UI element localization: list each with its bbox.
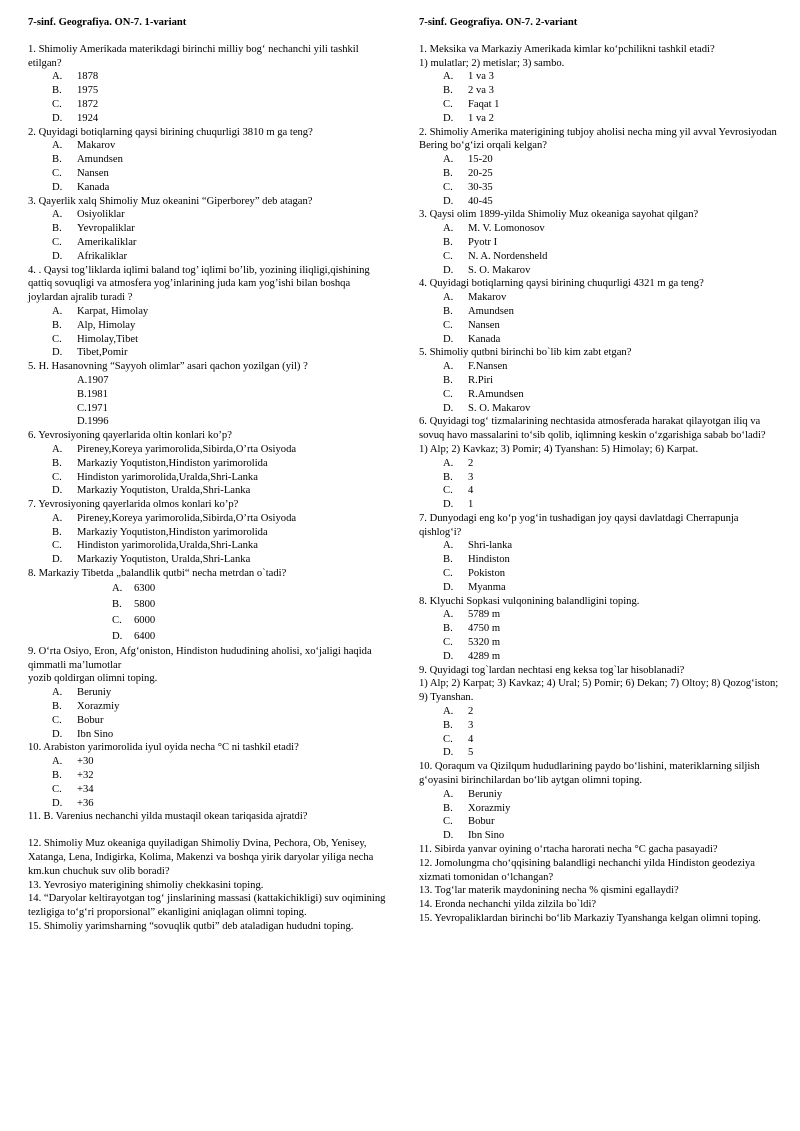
option-d: D. Tibet,Pomir — [52, 347, 128, 359]
option-d: D. Markaziy Yoqutiston, Uralda,Shri-Lanka — [52, 485, 251, 497]
question-6: 6. Quyidagi tog‘ tizmalarining nechtasida atmosferada harakat qilayotgan iliq va sovuq havo massalarini to‘sib qolib, iqlimning keskin o‘zgarishiga sabab bo‘ladi? 1) Alp; 2) Kavkaz; 3) Pomir; 4) Tyanshan: 5) Himolay; 6) Karpat. A. 2 B. 3 C. 4 D. 1 — [419, 415, 779, 512]
question-1: 1. Shimoliy Amerikada materikdagi birinchi milliy bog‘ nechanchi yili tashkil etilgan? A. 1878 B. 1975 C. 1872 D. 1924 — [28, 43, 388, 126]
option-d: D. Ibn Sino — [443, 830, 505, 842]
option-d: D. 1924 — [52, 112, 99, 124]
option-c: C.1971 — [77, 402, 108, 414]
option-a: A. Beruniy — [52, 687, 112, 699]
question-12: 12. Jomolungma cho‘qqisining balandligi nechanchi yilda Hindiston geodeziya xizmati tomonidan o‘lchangan? — [419, 857, 755, 883]
question-2: 2. Shimoliy Amerika materigining tubjoy aholisi necha ming yil avval Yevrosiyodan Bering bo‘g‘izi orqali kelgan? A. 15-20 B. 20-25 C. 30-35 D. 40-45 — [419, 126, 779, 209]
option-c: C. Pokiston — [443, 568, 506, 580]
option-c: C. 4 — [443, 485, 474, 497]
option-c: C. N. A. Nordensheld — [443, 250, 548, 262]
question-14: 14. “Daryolar keltirayotgan tog‘ jinslarining massasi (kattakichikligi) suv oqimining tezligiga to‘g‘ri proporsional” ekanligini aniqlagan olimni toping. — [28, 893, 386, 919]
question-9: 9. O‘rta Osiyo, Eron, Afg‘oniston, Hindiston hududining aholisi, xo‘jaligi haqida qimmatli ma’lumotlar yozib qoldirgan olimni toping. A. Beruniy B. Xorazmiy C. Bobur D. Ibn Sino — [28, 645, 388, 742]
option-a: A. 1 va 3 — [443, 71, 494, 83]
option-a: A. Makarov — [443, 292, 507, 304]
option-a: A. Shri-lanka — [443, 540, 513, 552]
option-a: A. M. V. Lomonosov — [443, 223, 545, 235]
option-d: D. Kanada — [52, 181, 110, 193]
question-15: 15. Yevropaliklardan birinchi bo‘lib Markaziy Tyanshanga kelgan olimni toping. — [419, 913, 761, 924]
option-a: A. 5789 m — [443, 609, 501, 621]
option-c: C. 1872 — [52, 98, 99, 110]
option-c: C. R.Amundsen — [443, 388, 524, 400]
option-a: A. Osiyoliklar — [52, 209, 125, 221]
option-b: B. Yevropaliklar — [52, 223, 135, 235]
variant-2-title: 7-sinf. Geografiya. ON-7. 2-variant — [419, 17, 578, 28]
question-13: 13. Yevrosiyo materigining shimoliy chekkasini toping. — [28, 879, 264, 891]
option-c: C. 6000 — [112, 614, 156, 626]
option-d: D. Ibn Sino — [52, 728, 114, 740]
question-8: 8. Markaziy Tibetda „balandlik qutbi“ necha metrdan o`tadi? A. 6300 B. 5800 C. 6000 D. 6400 — [28, 567, 388, 645]
question-4: 4. Quyidagi botiqlarning qaysi birining chuqurligi 4321 m ga teng? A. Makarov B. Amundsen C. Nansen D. Kanada — [419, 277, 779, 346]
question-6: 6. Yevrosiyoning qayerlarida oltin konlari ko’p? A. Pireney,Koreya yarimorolida,Sibirda,O’rta Osiyoda B. Markaziy Yoqutiston,Hindiston yarimorolida C. Hindiston yarimorolida,Uralda,Shri-Lanka D. Markaziy Yoqutiston, Uralda,Shri-Lanka — [28, 429, 388, 498]
question-3: 3. Qayerlik xalq Shimoliy Muz okeanini “Giperborey” deb atagan? A. Osiyoliklar B. Yevropaliklar C. Amerikaliklar D. Afrikaliklar — [28, 195, 388, 264]
question-13: 13. Tog‘lar materik maydonining necha % qismini egallaydi? — [419, 885, 679, 897]
option-b: B. 1975 — [52, 85, 99, 97]
option-c: C. Nansen — [443, 319, 500, 331]
question-5: 5. H. Hasanovning “Sayyoh olimlar” asari qachon yozilgan (yil) ? A.1907 B.1981 C.1971 D.1996 — [28, 360, 388, 429]
option-c: C. 30-35 — [443, 181, 493, 193]
question-12: 12. Shimoliy Muz okeaniga quyiladigan Shimoliy Dvina, Pechora, Ob, Yenisey, Xatanga, Lena, Indigirka, Kolima, Makenzi va boshqa yirik daryolar yiliga necha km.kun chuchuk suv olib boradi? — [28, 838, 374, 877]
option-c: C. Faqat 1 — [443, 98, 500, 110]
option-d: D. +36 — [52, 797, 94, 809]
option-d: D. Kanada — [443, 333, 501, 345]
option-d: D. 1 va 2 — [443, 112, 494, 124]
option-b: B. Amundsen — [52, 154, 123, 166]
option-c: C. Himolay,Tibet — [52, 333, 139, 345]
option-a: A. Karpat, Himolay — [52, 305, 149, 317]
option-d: D. 5 — [443, 747, 474, 759]
option-a: A. 2 — [443, 706, 474, 718]
question-9: 9. Quyidagi tog`lardan nechtasi eng keksa tog`lar hisoblanadi? 1) Alp; 2) Karpat; 3) Kavkaz; 4) Ural; 5) Pomir; 6) Dekan; 7) Oltoy; 8) Qozog‘iston; 9) Tyanshan. A. 2 B. 3 C. 4 D. 5 — [419, 664, 779, 759]
question-2: 2. Quyidagi botiqlarning qaysi birining chuqurligi 3810 m ga teng? A. Makarov B. Amundsen C. Nansen D. Kanada — [28, 126, 388, 195]
option-c: C. 5320 m — [443, 637, 501, 649]
option-b: B. Markaziy Yoqutiston,Hindiston yarimorolida — [52, 526, 268, 538]
question-8: 8. Klyuchi Sopkasi vulqonining balandligini toping. A. 5789 m B. 4750 m C. 5320 m D. 4289 m — [419, 595, 779, 664]
option-c: C. Hindiston yarimorolida,Uralda,Shri-Lanka — [52, 540, 258, 552]
option-c: C. Bobur — [52, 714, 104, 726]
question-7: 7. Dunyodagi eng ko‘p yog‘in tushadigan joy qaysi davlatdagi Cherrapunja qishlog‘i? A. Shri-lanka B. Hindiston C. Pokiston D. Myanma — [419, 512, 779, 595]
option-b: B. Pyotr I — [443, 236, 498, 248]
question-10: 10. Arabiston yarimorolida iyul oyida necha °C ni tashkil etadi? A. +30 B. +32 C. +34 D. +36 — [28, 741, 388, 810]
option-d: D. Afrikaliklar — [52, 250, 128, 262]
option-d: D. 4289 m — [443, 650, 501, 662]
option-c: C. Nansen — [52, 167, 109, 179]
option-a: A. F.Nansen — [443, 361, 508, 373]
variant-1-column — [28, 16, 388, 934]
option-d: D. 6400 — [112, 630, 156, 642]
question-3: 3. Qaysi olim 1899-yilda Shimoliy Muz okeaniga sayohat qilgan? A. M. V. Lomonosov B. Pyotr I C. N. A. Nordensheld D. S. O. Makarov — [419, 208, 779, 277]
option-d: D. S. O. Makarov — [443, 402, 531, 414]
option-a: A. +30 — [52, 756, 94, 768]
option-b: B. +32 — [52, 770, 94, 782]
option-b: B. R.Piri — [443, 374, 494, 386]
option-a: A. Makarov — [52, 140, 116, 152]
question-1: 1. Meksika va Markaziy Amerikada kimlar ko‘pchilikni tashkil etadi? 1) mulatlar; 2) metislar; 3) sambo. A. 1 va 3 B. 2 va 3 C. Faqat 1 D. 1 va 2 — [419, 43, 779, 126]
option-a: A. Beruniy — [443, 788, 503, 800]
question-15: 15. Shimoliy yarimsharning “sovuqlik qutbi” deb ataladigan hududni toping. — [28, 921, 354, 933]
option-d: D. Markaziy Yoqutiston, Uralda,Shri-Lanka — [52, 554, 251, 566]
option-b: B. Amundsen — [443, 305, 514, 317]
option-b: B. 2 va 3 — [443, 85, 494, 97]
question-5: 5. Shimoliy qutbni birinchi bo`lib kim zabt etgan? A. F.Nansen B. R.Piri C. R.Amundsen D. S. O. Makarov — [419, 346, 779, 415]
option-a: A.1907 — [77, 374, 109, 386]
option-b: B.1981 — [77, 388, 108, 400]
option-a: A. 15-20 — [443, 154, 493, 166]
option-c: C. Amerikaliklar — [52, 236, 137, 248]
option-b: B. Xorazmiy — [52, 701, 120, 713]
variant-1-title: 7-sinf. Geografiya. ON-7. 1-variant — [28, 17, 187, 28]
variant-2-column — [419, 16, 779, 926]
question-7: 7. Yevrosiyoning qayerlarida olmos konlari ko’p? A. Pireney,Koreya yarimorolida,Sibirda,O’rta Osiyoda B. Markaziy Yoqutiston,Hindiston yarimorolida C. Hindiston yarimorolida,Uralda,Shri-Lanka D. Markaziy Yoqutiston, Uralda,Shri-Lanka — [28, 498, 388, 567]
option-a: A. Pireney,Koreya yarimorolida,Sibirda,O’rta Osiyoda — [52, 512, 297, 524]
question-4: 4. . Qaysi tog’liklarda iqlimi baland tog’ iqlimi bo’lib, yozining iliqligi,qishining qattiq sovuqligi va atmosfera yog’inlarining juda kam yog’ishi bilan boshqa joylardan ajralib turadi ? A. Karpat, Himolay B. Alp, Himolay C. Himolay,Tibet D. Tibet,Pomir — [28, 264, 388, 361]
option-b: B. 4750 m — [443, 623, 501, 635]
option-b: B. Hindiston — [443, 554, 510, 566]
option-c: C. Hindiston yarimorolida,Uralda,Shri-Lanka — [52, 471, 258, 483]
option-b: B. 3 — [443, 719, 474, 731]
question-14: 14. Eronda nechanchi yilda zilzila bo`ldi? — [419, 899, 597, 911]
option-c: C. 4 — [443, 733, 474, 745]
option-b: B. Markaziy Yoqutiston,Hindiston yarimorolida — [52, 457, 268, 469]
option-b: B. Xorazmiy — [443, 802, 511, 814]
option-a: A. Pireney,Koreya yarimorolida,Sibirda,O’rta Osiyoda — [52, 443, 297, 455]
option-d: D.1996 — [77, 416, 109, 428]
option-b: B. 20-25 — [443, 167, 493, 179]
option-b: B. 3 — [443, 471, 474, 483]
option-c: C. +34 — [52, 783, 94, 795]
option-b: B. 5800 — [112, 598, 156, 610]
question-11: 11. B. Varenius nechanchi yilda mustaqil okean tariqasida ajratdi? — [28, 811, 308, 823]
option-a: A. 1878 — [52, 71, 99, 83]
question-10: 10. Qoraqum va Qizilqum hududlarining paydo bo‘lishini, materiklarning siljish g‘oyasini birinchilardan bo‘lib aytgan olimni toping. A. Beruniy B. Xorazmiy C. Bobur D. Ibn Sino — [419, 760, 779, 843]
option-a: A. 2 — [443, 457, 474, 469]
option-b: B. Alp, Himolay — [52, 319, 136, 331]
question-11: 11. Sibirda yanvar oyining o‘rtacha harorati necha °C gacha pasayadi? — [419, 844, 718, 856]
option-d: D. 1 — [443, 499, 474, 511]
option-d: D. 40-45 — [443, 195, 493, 207]
option-c: C. Bobur — [443, 816, 495, 828]
option-a: A. 6300 — [112, 582, 156, 594]
option-d: D. S. O. Makarov — [443, 264, 531, 276]
option-d: D. Myanma — [443, 581, 506, 593]
